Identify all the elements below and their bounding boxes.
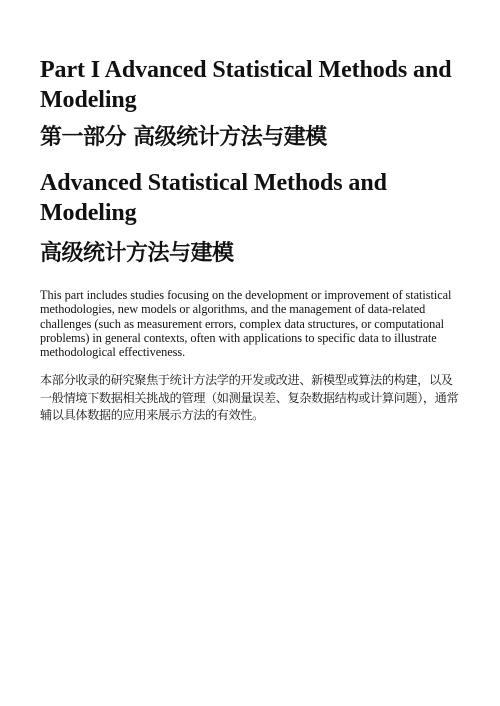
part-title-chinese: 第一部分 高级统计方法与建模 [40, 125, 327, 150]
description-chinese: 本部分收录的研究聚焦于统计方法学的开发或改进、新模型或算法的构建，以及一般情境下数据相关挑战的管理（如测量误差、复杂数据结构或计算问题），通常辅以具体数据的应用来展示方法的有效性。 [40, 373, 459, 423]
part-title-english: Part I Advanced Statistical Methods and Modeling [40, 57, 452, 113]
section-title-english: Advanced Statistical Methods and Modeling [40, 170, 387, 226]
description-english: This part includes studies focusing on the development or improvement of statistical methodologies, new models or algorithms, and the management of data-related challenges (such as measurement errors, complex data structures, or computational problems) in general contexts, often with applications to specific data to illustrate methodological effectiveness. [40, 288, 452, 360]
section-title-chinese: 高级统计方法与建模 [40, 241, 234, 266]
